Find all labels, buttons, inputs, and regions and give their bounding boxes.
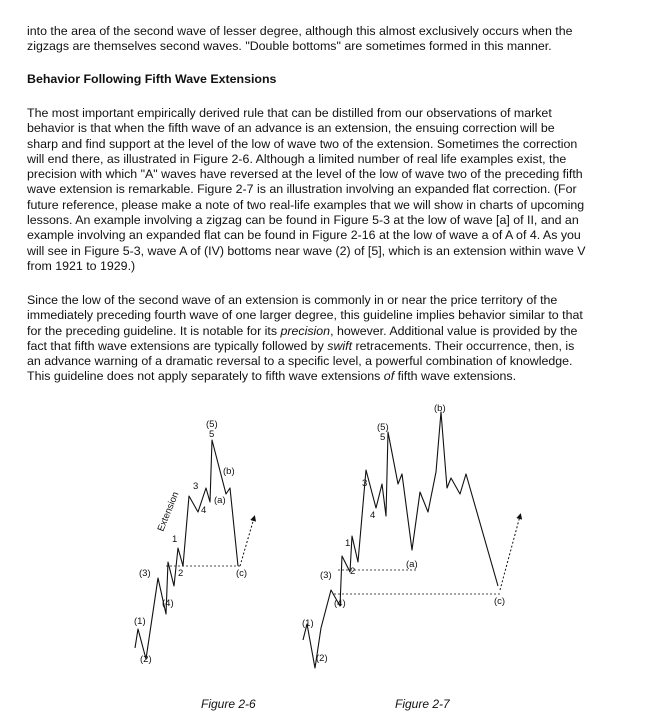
- paragraph-line: fact that fifth wave extensions are typically followed by: [27, 338, 328, 353]
- fig7-label-sub-1: 1: [345, 538, 351, 549]
- figure-2-6: [134, 419, 256, 711]
- fig6-label-wave-5: (5): [206, 419, 218, 430]
- fig7-label-b: (b): [434, 403, 446, 414]
- paragraph-line: behavior is that when the fifth wave of an advance is an extension, the ensuing correction will be: [27, 121, 555, 136]
- paragraph-line: wave extension is remarkable. Figure 2-7 is an illustration involving an expanded flat correction. (For: [27, 182, 577, 197]
- fig7-label-sub-2: 2: [350, 566, 356, 577]
- fig6-label-wave-3: (3): [139, 568, 151, 579]
- fig6-label-a: (a): [214, 495, 226, 506]
- paragraph-line: will see in Figure 5-3, wave A of (IV) bottoms near wave (2) of [5], which is an extension within wave V: [27, 243, 586, 258]
- fig7-label-wave-4: (4): [334, 598, 346, 609]
- fig7-label-a: (a): [406, 559, 418, 570]
- figure-2-7-wave-path: [303, 412, 498, 668]
- intro-paragraph: [27, 24, 629, 55]
- emphasis-precision: precision: [280, 323, 331, 338]
- figure-2-7-projection-arrow: [500, 516, 520, 590]
- fig6-label-c: (c): [236, 568, 248, 579]
- paragraph-line: fifth wave extensions.: [394, 369, 517, 384]
- fig7-label-wave-2: (2): [316, 653, 328, 664]
- intro-line: zigzags are themselves second waves. "Double bottoms" are sometimes formed in this manner.: [27, 39, 552, 54]
- section-heading: Behavior Following Fifth Wave Extensions: [27, 72, 277, 86]
- paragraph-2: [27, 293, 629, 385]
- wave-figures: [0, 396, 653, 720]
- paragraph-line: example involving an expanded flat can be found in Figure 2-16 at the low of wave a of A of 4. As you: [27, 228, 581, 243]
- figure-2-6-caption: Figure 2-6: [201, 697, 256, 711]
- paragraph-line: future reference, please make a note of two real-life examples that we will show in charts of upcoming: [27, 197, 585, 212]
- paragraph-line: Since the low of the second wave of an extension is commonly in or near the price territory of the: [27, 293, 558, 307]
- fig7-label-sub-5: 5: [380, 432, 386, 443]
- paragraph-line: precision with which "A" waves have reversed at the level of the low of wave two of the preceding fifth: [27, 167, 583, 182]
- fig7-label-c: (c): [494, 596, 506, 607]
- paragraph-line: , however. Additional value is provided by the: [330, 323, 578, 338]
- fig6-label-wave-2: (2): [140, 654, 152, 665]
- paragraph-line: sharp and find support at the level of the low of wave two of the extension. Sometimes the correction: [27, 136, 578, 151]
- fig7-label-wave-5: (5): [377, 422, 389, 433]
- fig6-label-sub-5: 5: [209, 429, 215, 440]
- paragraph-line: from 1921 to 1929.): [27, 258, 136, 273]
- paragraph-line: lessons. An example involving a zigzag can be found in Figure 5-3 at the low of wave [a] of II, and an: [27, 213, 579, 228]
- figure-2-7-caption: Figure 2-7: [395, 697, 450, 711]
- paragraph-line: This guideline does not apply separately to fifth wave extensions: [27, 369, 384, 384]
- emphasis-of: of: [383, 369, 395, 384]
- paragraph-line: an advance warning of a dramatic reversal to a specific level, a powerful combination of knowledge.: [27, 354, 573, 369]
- fig7-label-wave-1: (1): [302, 618, 314, 629]
- paragraph-line: for the preceding guideline. It is notable for its: [27, 323, 281, 338]
- fig7-label-sub-4: 4: [370, 510, 376, 521]
- paragraph-line: will end there, as illustrated in Figure 2-6. Although a limited number of real life examples exist, the: [27, 151, 567, 166]
- fig6-label-sub-2: 2: [178, 568, 184, 579]
- paragraph-1: [27, 106, 629, 274]
- fig6-label-sub-4: 4: [201, 505, 207, 516]
- fig6-label-sub-1: 1: [172, 534, 178, 545]
- paragraph-line: The most important empirically derived rule that can be distilled from our observations of market: [27, 106, 552, 120]
- figure-2-7: [302, 403, 520, 711]
- fig6-label-b: (b): [223, 466, 235, 477]
- fig6-label-sub-3: 3: [193, 481, 199, 492]
- figure-2-6-projection-arrow: [240, 518, 254, 566]
- fig7-label-sub-3: 3: [362, 478, 368, 489]
- fig6-label-extension: Extension: [155, 490, 182, 534]
- emphasis-swift: swift: [327, 338, 353, 353]
- paragraph-line: immediately preceding fourth wave of one larger degree, this guideline implies behavior similar to that: [27, 308, 583, 323]
- intro-line: into the area of the second wave of lesser degree, although this almost exclusively occurs when the: [27, 24, 573, 38]
- fig7-label-wave-3: (3): [320, 570, 332, 581]
- paragraph-line: retracements. Their occurrence, then, is: [352, 338, 575, 353]
- fig6-label-wave-4: (4): [162, 598, 174, 609]
- fig6-label-wave-1: (1): [134, 616, 146, 627]
